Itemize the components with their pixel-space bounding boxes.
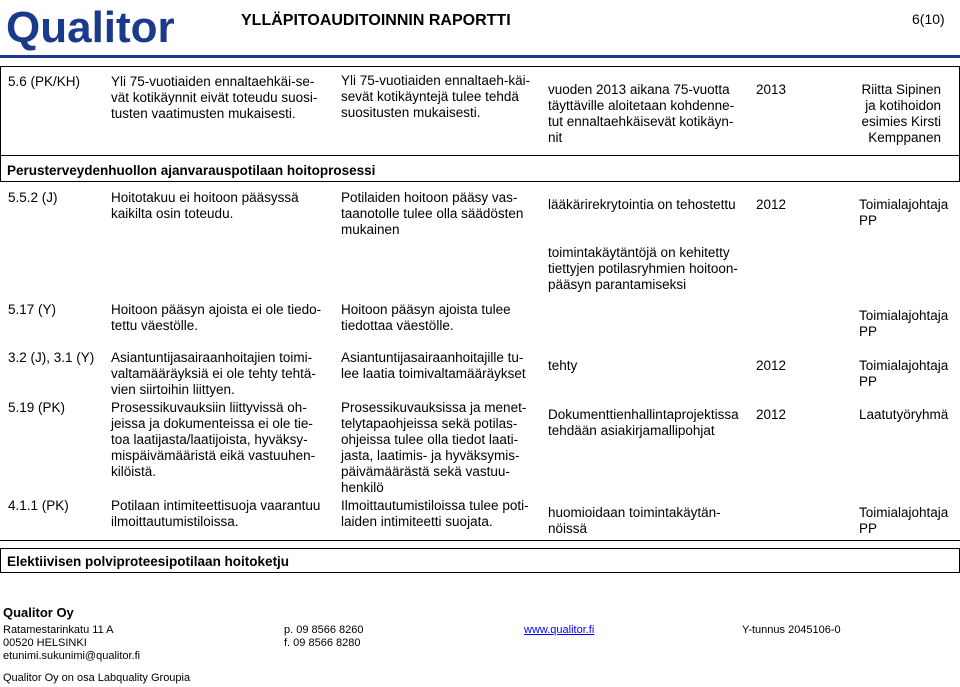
year-text: 2013	[756, 82, 787, 97]
finding-text: Yli 75-vuotiaiden ennaltaehkäi-se- vät kotikäynnit eivät toteudu suosi- tusten vaatimusten mukaisesti.	[111, 74, 318, 121]
footer-ytunnus: Y-tunnus 2045106-0	[742, 624, 841, 636]
year-text: 2012	[756, 407, 787, 422]
action-text: vuoden 2013 aikana 75-vuotta täyttäville aloitetaan kohdenne- tut ennaltaehkäisevät kotikäyn- nit	[548, 82, 735, 145]
footer-address2: 00520 HELSINKI	[3, 637, 87, 649]
finding-text: Asiantuntijasairaanhoitajien toimi- valtamääräyksiä ei ole tehty tehtä- vien siirtoihin liittyen.	[111, 350, 316, 397]
finding-text: Potilaan intimiteettisuoja vaarantuu ilmoittautumistiloissa.	[111, 498, 321, 529]
row-id: 4.1.1 (PK)	[8, 498, 69, 513]
section-title: Elektiivisen polviproteesipotilaan hoitoketju	[7, 554, 290, 569]
logo-text: Qualitor	[6, 3, 175, 52]
footer-email: etunimi.sukunimi@qualitor.fi	[3, 650, 141, 662]
owner-text: Toimialajohtaja PP	[859, 308, 949, 339]
requirement-text: Potilaiden hoitoon pääsy vas- taanotolle tulee olla säädösten mukainen	[341, 190, 524, 237]
logo	[6, 0, 206, 52]
action-text: Dokumenttienhallintaprojektissa tehdään asiakirjamallipohjat	[548, 407, 739, 438]
section-title: Perusterveydenhuollon ajanvarauspotilaan hoitoprosessi	[7, 163, 376, 178]
footer-address1: Ratamestarinkatu 11 A	[3, 624, 114, 636]
requirement-text: Yli 75-vuotiaiden ennaltaeh-käi- sevät kotikäyntejä tulee tehdä suositusten mukaisesti.	[341, 73, 531, 120]
year-text: 2012	[756, 197, 787, 212]
table-border	[0, 548, 1, 572]
footer-phone: p. 09 8566 8260	[284, 624, 364, 636]
row-id: 5.6 (PK/KH)	[8, 74, 81, 89]
footer-fax: f. 09 8566 8280	[284, 637, 361, 649]
action-text: lääkärirekrytointia on tehostettu	[548, 197, 736, 212]
requirement-text: Prosessikuvauksissa ja menet- telytapaohjeissa sekä potilas- ohjeissa tulee olla tiedot laati- jasta, laatimis- ja hyväksymis- päivämäärästä sekä vastuu- henkilö	[341, 400, 527, 495]
owner-text: Toimialajohtaja PP	[859, 197, 949, 228]
row-id: 5.17 (Y)	[8, 302, 57, 317]
header-divider	[0, 55, 960, 58]
row-id: 5.19 (PK)	[8, 400, 66, 415]
footer-company: Qualitor Oy	[3, 605, 74, 620]
finding-text: Prosessikuvauksiin liittyvissä oh- jeissa ja dokumenteissa ei ole tie- toa laatijasta/laatijoista, hyväksy- mispäivämääristä eikä vastuuhen- kilöistä.	[111, 400, 316, 479]
row-id: 3.2 (J), 3.1 (Y)	[8, 350, 95, 365]
report-title: YLLÄPITOAUDITOINNIN RAPORTTI	[241, 12, 511, 29]
table-border	[0, 155, 1, 181]
table-border	[0, 548, 960, 549]
table-border	[0, 572, 960, 573]
qualitor-logo-icon	[6, 0, 206, 52]
row-id: 5.5.2 (J)	[8, 190, 58, 205]
requirement-text: Ilmoittautumistiloissa tulee poti- laiden intimiteetti suojata.	[341, 498, 529, 529]
finding-text: Hoitotakuu ei hoitoon pääsyssä kaikilta osin toteudu.	[111, 190, 299, 221]
page-number: 6(10)	[912, 11, 945, 27]
table-border	[0, 181, 960, 182]
finding-text: Hoitoon pääsyn ajoista ei ole tiedo- tettu väestölle.	[111, 302, 322, 333]
owner-text: Riitta Sipinen ja kotihoidon esimies Kirsti Kemppanen	[861, 82, 941, 145]
table-border	[0, 66, 960, 67]
table-border	[0, 155, 960, 156]
requirement-text: Asiantuntijasairaanhoitajille tu- lee laatia toimivaltamääräykset	[341, 350, 526, 381]
action-text: huomioidaan toimintakäytän- nöissä	[548, 505, 721, 536]
table-border	[0, 66, 1, 155]
table-border	[0, 540, 960, 541]
action-text: tehty	[548, 358, 578, 373]
requirement-text: Hoitoon pääsyn ajoista tulee tiedottaa väestölle.	[341, 302, 511, 333]
footer-group: Qualitor Oy on osa Labquality Groupia	[3, 672, 191, 684]
year-text: 2012	[756, 358, 787, 373]
owner-text: Toimialajohtaja PP	[859, 358, 949, 389]
action-text: toimintakäytäntöjä on kehitetty tiettyjen potilasryhmien hoitoon- pääsyn parantamiseksi	[548, 245, 738, 292]
owner-text: Laatutyöryhmä	[859, 407, 949, 422]
footer-web-link[interactable]: www.qualitor.fi	[524, 624, 595, 636]
owner-text: Toimialajohtaja PP	[859, 505, 949, 536]
